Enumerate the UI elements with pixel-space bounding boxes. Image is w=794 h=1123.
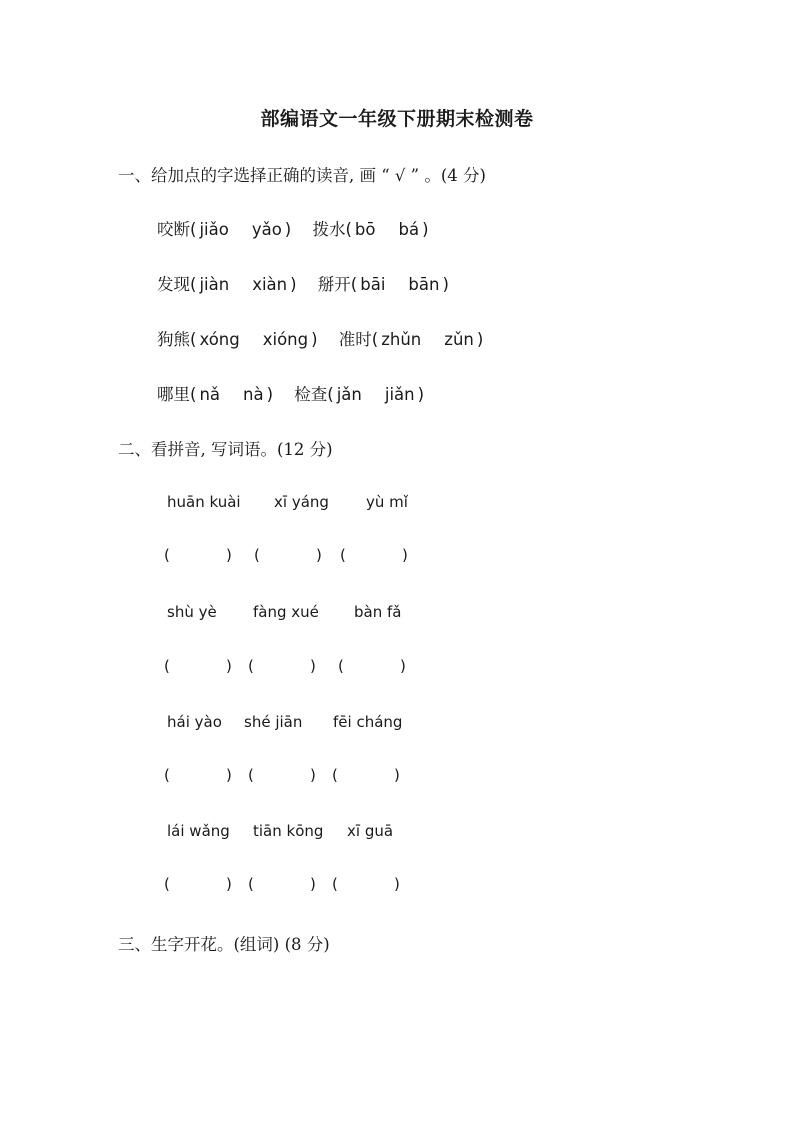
answer-box[interactable]: ( ) (340, 546, 408, 564)
pinyin-choice-item: 咬断( jiǎo yǎo ) (157, 220, 292, 239)
pinyin-word: huān kuài (167, 493, 241, 511)
pinyin-word: hái yào (167, 713, 222, 731)
answer-box[interactable]: ( ) (248, 766, 316, 784)
answer-row (164, 546, 426, 564)
pinyin-word: fēi cháng (333, 713, 403, 731)
pinyin-word: yù mǐ (366, 493, 408, 511)
section1-row (157, 326, 499, 350)
pinyin-word: shé jiān (244, 713, 303, 731)
pinyin-choice-item: 狗熊( xóng xióng ) (157, 330, 318, 349)
answer-row (164, 875, 418, 893)
pinyin-word: xī guā (347, 822, 394, 840)
section1-heading: 一、给加点的字选择正确的读音, 画 “ √ ” 。(4 分) (118, 166, 486, 185)
answer-row (164, 657, 424, 675)
answer-box[interactable]: ( ) (164, 766, 232, 784)
answer-box[interactable]: ( ) (332, 875, 400, 893)
pinyin-choice-item: 检查( jǎn jiǎn ) (294, 385, 425, 404)
pinyin-row (167, 493, 408, 511)
pinyin-word: fàng xué (253, 603, 319, 621)
answer-box[interactable]: ( ) (338, 657, 406, 675)
page-title: 部编语文一年级下册期末检测卷 (260, 108, 534, 130)
pinyin-choice-item: 发现( jiàn xiàn ) (157, 275, 297, 294)
answer-box[interactable]: ( ) (164, 546, 232, 564)
pinyin-word: shù yè (167, 603, 217, 621)
section3-heading: 三、生字开花。(组词) (8 分) (118, 935, 330, 954)
answer-box[interactable]: ( ) (164, 875, 232, 893)
pinyin-row (167, 713, 402, 731)
answer-box[interactable]: ( ) (332, 766, 400, 784)
section2-heading: 二、看拼音, 写词语。(12 分) (118, 440, 333, 459)
pinyin-choice-item: 拨水( bō bá ) (312, 220, 429, 239)
pinyin-word: lái wǎng (167, 822, 230, 840)
pinyin-word: tiān kōng (253, 822, 324, 840)
answer-box[interactable]: ( ) (248, 875, 316, 893)
answer-box[interactable]: ( ) (164, 657, 232, 675)
pinyin-choice-item: 掰开( bāi bān ) (317, 275, 449, 294)
answer-box[interactable]: ( ) (248, 657, 316, 675)
section1-row (157, 271, 465, 295)
pinyin-row (167, 603, 401, 621)
pinyin-choice-item: 准时( zhǔn zǔn ) (338, 330, 484, 349)
answer-box[interactable]: ( ) (254, 546, 322, 564)
pinyin-choice-item: 哪里( nǎ nà ) (157, 385, 274, 404)
pinyin-word: bàn fǎ (354, 603, 402, 621)
pinyin-row (167, 822, 393, 840)
answer-row (164, 766, 418, 784)
section1-row (157, 381, 440, 405)
pinyin-word: xī yáng (274, 493, 329, 511)
section1-row (157, 216, 445, 240)
